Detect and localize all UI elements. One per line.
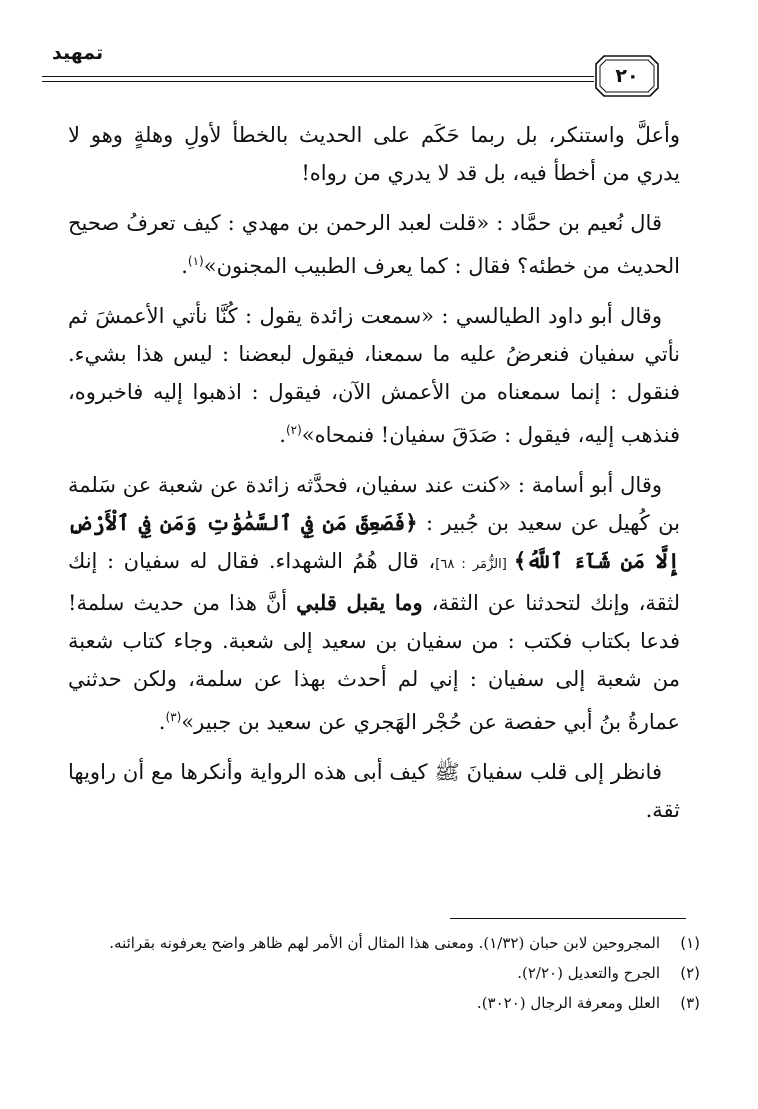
paragraph-5 bbox=[68, 753, 680, 829]
footnote-text: الجرح والتعديل (٢/٢٠). bbox=[517, 964, 660, 982]
paragraph-2-text: قال نُعيم بن حمَّاد : «قلت لعبد الرحمن بن مهدي : كيف تعرفُ صحيح الحديث من خطئه؟ فقال : كما يعرف الطبيب المجنون» bbox=[68, 211, 680, 278]
footnote-ref-1[interactable]: (١) bbox=[187, 254, 204, 268]
footnote-number: (٣) bbox=[680, 994, 700, 1012]
footnote-ref-2[interactable]: (٢) bbox=[285, 423, 302, 437]
quran-verse: ﴿فَصَعِقَ مَن فِي ٱلسَّمَٰوَٰتِ وَمَن فِي ٱلْأَرْضِ إِلَّا مَن شَآءَ ٱللَّهُ﴾ bbox=[68, 510, 680, 573]
footnote-separator bbox=[450, 918, 686, 919]
header-rule bbox=[42, 76, 660, 77]
footnote-text: العلل ومعرفة الرجال (٣٠٢٠). bbox=[476, 994, 660, 1012]
paragraph-1 bbox=[68, 116, 680, 192]
section-title: تمهيد bbox=[52, 42, 104, 64]
surah-reference: [الزُّمَر : ٦٨] bbox=[435, 557, 514, 572]
paragraph-2 bbox=[68, 204, 680, 285]
footnote-ref-3[interactable]: (٣) bbox=[165, 710, 182, 724]
header-rule-thin bbox=[42, 81, 660, 82]
paragraph-3 bbox=[68, 297, 680, 454]
footnote-number: (٢) bbox=[680, 964, 700, 982]
paragraph-2-end: . bbox=[181, 254, 188, 278]
footnote bbox=[60, 988, 700, 1018]
page-number-frame bbox=[594, 54, 660, 98]
footnotes bbox=[60, 928, 700, 1018]
page-number: ٢٠ bbox=[615, 65, 639, 87]
paragraph-4-text-c: أنَّ هذا من حديث سلمة! فدعا بكتاب فكتب : من سفيان بن سعيد إلى شعبة. وجاء كتاب شعبة من شعبة إلى سفيان : إني لم أحدث بهذا عن سلمة، ولكن حدثني عمارةُ بنُ أبي حفصة عن حُجْر الهَجري عن سعيد بن جبير» bbox=[68, 591, 680, 734]
paragraph-5-text: فانظر إلى قلب سفيانَ ﷺ كيف أبى هذه الرواية وأنكرها مع أن راويها ثقة. bbox=[68, 760, 680, 822]
footnote-number: (١) bbox=[680, 934, 700, 952]
paragraph-4-end: . bbox=[158, 710, 166, 734]
paragraph-4 bbox=[68, 466, 680, 741]
paragraph-3-end: . bbox=[279, 423, 286, 447]
paragraph-4-text-b: ، قال هُمُ الشهداء. فقال له سفيان : إنك لثقة، وإنك لتحدثنا عن الثقة، bbox=[68, 549, 680, 615]
footnote-text: المجروحين لابن حبان (١/٣٢). ومعنى هذا المثال أن الأمر لهم ظاهر واضح يعرفونه بقرائنه. bbox=[109, 934, 660, 952]
paragraph-1-text: وأعلَّ واستنكر، بل ربما حَكَم على الحديث بالخطأ لأولِ وهلةٍ وهو لا يدري من أخطأ فيه، بل قد لا يدري من رواه! bbox=[68, 123, 680, 185]
footnote bbox=[60, 958, 700, 988]
footnote bbox=[60, 928, 700, 958]
main-text bbox=[68, 116, 680, 841]
emphasized-phrase: وما يقبل قلبي bbox=[296, 590, 423, 615]
paragraph-3-text: وقال أبو داود الطيالسي : «سمعت زائدة يقول : كُنَّا نأتي الأعمشَ ثم نأتي سفيان فنعرضُ عليه ما سمعنا، فيقول لبعضنا : ليس هذا بشيء. فنقول : إنما سمعناه من الأعمش الآن، فيقول : اذهبوا إليه فاخبروه، فنذهب إليه، فيقول : صَدَقَ سفيان! فنمحاه» bbox=[68, 304, 680, 447]
paragraph-4-text-a: وقال أبو أسامة : «كنت عند سفيان، فحدَّثه زائدة عن شعبة عن سَلمة بن كُهيل عن سعيد بن جُبير : bbox=[68, 473, 680, 535]
